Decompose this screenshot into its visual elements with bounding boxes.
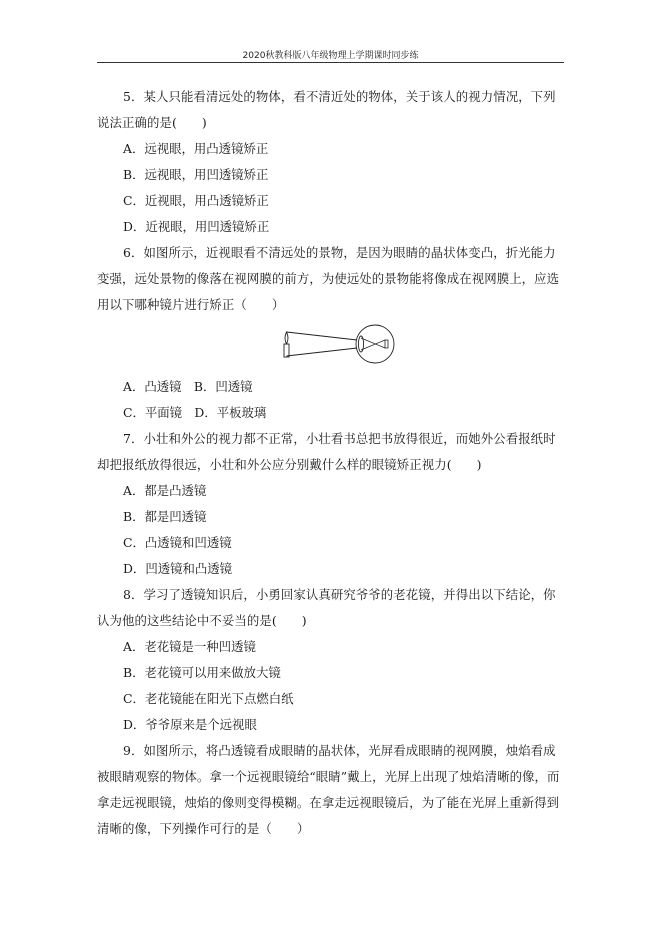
question-stem: 8．学习了透镜知识后，小勇回家认真研究爷爷的老花镜，并得出以下结论，你认为他的这些结论中不妥当的是( ) xyxy=(97,587,556,628)
option-a: A．都是凸透镜 xyxy=(123,483,207,498)
myopia-eye-diagram xyxy=(97,320,567,368)
question-stem: 5．某人只能看清远处的物体，看不清近处的物体，关于该人的视力情况，下列说法正确的是( ) xyxy=(97,89,556,130)
header-divider xyxy=(97,62,564,63)
refracted-ray-bottom xyxy=(361,340,385,350)
option-b: B．都是凹透镜 xyxy=(123,509,207,524)
question-stem: 7．小壮和外公的视力都不正常，小壮看书总把书放得很近，而她外公看报纸时却把报纸放得很远，小壮和外公应分别戴什么样的眼镜矫正视力( ) xyxy=(97,431,556,472)
option-d: D．凹透镜和凸透镜 xyxy=(123,561,233,576)
option-c: C．近视眼，用凸透镜矫正 xyxy=(123,193,269,208)
eye-diagram-svg xyxy=(275,324,405,364)
option-a: A．老花镜是一种凹透镜 xyxy=(123,639,256,654)
candle-flame xyxy=(285,332,288,344)
question-stem: 6．如图所示，近视眼看不清远处的景物，是因为眼睛的晶状体变凸，折光能力变强，远处景物的像落在视网膜的前方，为使远处的景物能将像成在视网膜上，应选用以下哪种镜片进行矫正（ ） xyxy=(97,245,560,312)
refracted-ray-top xyxy=(361,338,385,348)
question-9 xyxy=(97,738,567,842)
option-d: D．爷爷原来是个远视眼 xyxy=(123,717,257,732)
option-d: D．近视眼，用凹透镜矫正 xyxy=(123,219,270,234)
page-header: 2020秋教科版八年级物理上学期课时同步练 xyxy=(242,51,419,61)
question-5 xyxy=(97,84,567,240)
option-a: A．远视眼，用凸透镜矫正 xyxy=(123,141,269,156)
question-8 xyxy=(97,582,567,738)
question-7 xyxy=(97,426,567,582)
option-c: C．凸透镜和凹透镜 xyxy=(123,535,232,550)
inverted-image xyxy=(385,340,388,348)
option-b: B．老花镜可以用来做放大镜 xyxy=(123,665,281,680)
question-stem: 9．如图所示，将凸透镜看成眼睛的晶状体，光屏看成眼睛的视网膜，烛焰看成被眼睛观察的物体。拿一个远视眼镜给“眼睛”戴上，光屏上出现了烛焰清晰的像，而拿走远视眼镜，烛焰的像则变得模糊。在拿走远视眼镜后，为了能在光屏上重新得到清晰的像，下列操作可行的是（ ） xyxy=(97,743,560,836)
option-c-d: C．平面镜 D．平板玻璃 xyxy=(123,405,267,420)
option-b: B．远视眼，用凹透镜矫正 xyxy=(123,167,269,182)
question-6 xyxy=(97,240,567,426)
option-a-b: A．凸透镜 B．凹透镜 xyxy=(123,379,253,394)
light-ray-top xyxy=(287,332,358,340)
document-body xyxy=(97,84,567,842)
candle-body xyxy=(284,344,289,357)
option-c: C．老花镜能在阳光下点燃白纸 xyxy=(123,691,294,706)
light-ray-bottom xyxy=(287,348,358,356)
